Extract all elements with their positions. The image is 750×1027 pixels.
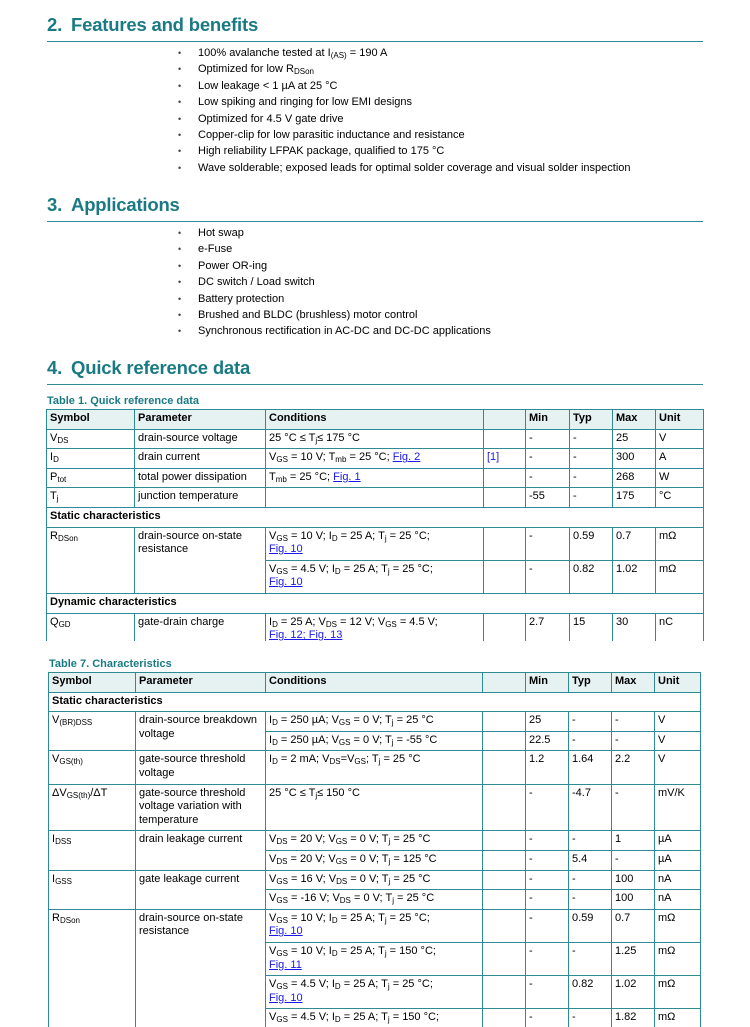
list-item: • Synchronous rectification in AC-DC and DC-DC applications: [176, 323, 491, 339]
note-cell[interactable]: [484, 449, 526, 469]
section-heading-quick-reference: [47, 357, 703, 385]
section-number: 2.: [47, 14, 63, 35]
list-item: • Copper-clip for low parasitic inductance and resistance: [176, 127, 631, 143]
table-group-row: [47, 593, 704, 613]
symbol-cell: $T_j$: [47, 488, 135, 508]
list-item: • Optimized for 4.5 V gate drive: [176, 111, 631, 127]
parameter-cell: gate-source threshold voltage: [136, 751, 266, 784]
table-group-row: [47, 507, 704, 527]
unit-cell: V: [656, 429, 704, 449]
note-cell: [483, 890, 526, 910]
min-cell: 1.2: [526, 751, 569, 784]
header-min: Min: [526, 410, 570, 430]
symbol-cell: $I_{DSS}$: [49, 831, 136, 870]
header-typ: Typ: [570, 410, 613, 430]
table-row: [47, 527, 704, 560]
typ-cell: 0.82: [570, 560, 613, 593]
max-cell: 0.7: [612, 909, 655, 942]
typ-cell: -: [569, 831, 612, 851]
unit-cell: W: [656, 468, 704, 488]
table-row: [49, 909, 701, 942]
unit-cell: V: [655, 712, 701, 732]
typ-cell: -: [570, 468, 613, 488]
list-item: • Wave solderable; exposed leads for optimal solder coverage and visual solder inspection: [176, 160, 631, 176]
figure-link[interactable]: Fig. 11: [269, 958, 302, 971]
max-cell: 2.2: [612, 751, 655, 784]
symbol-cell: $P_{tot}$: [47, 468, 135, 488]
parameter-cell: gate-source threshold voltage variation with temperature: [136, 784, 266, 831]
note-cell: [484, 527, 526, 560]
note-cell: [483, 850, 526, 870]
table-caption: Table 1. Quick reference data: [47, 395, 200, 407]
symbol-cell: $V_{GS(th)}$: [49, 751, 136, 784]
typ-cell: 0.59: [569, 909, 612, 942]
table-header-row: [47, 410, 704, 430]
table-row: [49, 712, 701, 732]
note-cell: [484, 560, 526, 593]
note-cell: [484, 488, 526, 508]
header-parameter: Parameter: [136, 673, 266, 693]
max-cell: 1: [612, 831, 655, 851]
features-list: [176, 45, 631, 176]
figure-link[interactable]: Fig. 1: [333, 470, 361, 483]
symbol-cell: $R_{DSon}$: [47, 527, 135, 593]
conditions-cell: $I_D = 2$ mA; $V_{DS}=V_{GS}$; $T_j = 25$ °C: [266, 751, 483, 784]
conditions-cell: $V_{GS} = 10$ V; $I_D = 25$ A; $T_j = 25$ °C; Fig. 10: [266, 909, 483, 942]
min-cell: -: [526, 890, 569, 910]
table1-viewport: [46, 409, 706, 641]
conditions-cell: $V_{GS} = 10$ V; $I_D = 25$ A; $T_j = 25$ °C; Fig. 10: [266, 527, 484, 560]
section-title-text: Features and benefits: [71, 14, 259, 35]
header-symbol: Symbol: [47, 410, 135, 430]
parameter-cell: drain leakage current: [136, 831, 266, 870]
note-cell: [483, 731, 526, 751]
quick-reference-table: [46, 409, 704, 641]
unit-cell: µA: [655, 850, 701, 870]
list-item: • e-Fuse: [176, 241, 491, 257]
table-caption: Table 7. Characteristics: [49, 658, 172, 670]
table-row: [47, 468, 704, 488]
unit-cell: mV/K: [655, 784, 701, 831]
header-parameter: Parameter: [135, 410, 266, 430]
table-row: [49, 751, 701, 784]
max-cell: 1.02: [612, 976, 655, 1009]
header-min: Min: [526, 673, 569, 693]
conditions-cell: $V_{GS} = 4.5$ V; $I_D = 25$ A; $T_j = 25$ °C; Fig. 10: [266, 976, 483, 1009]
max-cell: 25: [613, 429, 656, 449]
conditions-cell: $I_D = 250$ µA; $V_{GS} = 0$ V; $T_j = -55$ °C: [266, 731, 483, 751]
max-cell: -: [612, 850, 655, 870]
min-cell: -: [526, 942, 569, 975]
section-title-text: Applications: [71, 194, 180, 215]
table-row: [47, 488, 704, 508]
header-unit: Unit: [656, 410, 704, 430]
typ-cell: -: [569, 870, 612, 890]
list-item: • Low leakage < 1 µA at 25 °C: [176, 78, 631, 94]
conditions-cell: $V_{DS} = 20$ V; $V_{GS} = 0$ V; $T_j = 25$ °C: [266, 831, 483, 851]
table7-viewport: [48, 672, 708, 1027]
characteristics-table: [48, 672, 701, 1027]
header-max: Max: [612, 673, 655, 693]
min-cell: -: [526, 831, 569, 851]
max-cell: 268: [613, 468, 656, 488]
max-cell: 175: [613, 488, 656, 508]
note-cell: [483, 976, 526, 1009]
header-max: Max: [613, 410, 656, 430]
conditions-cell: [266, 488, 484, 508]
group-heading: Static characteristics: [49, 692, 701, 712]
typ-cell: 0.82: [569, 976, 612, 1009]
min-cell: -: [526, 560, 570, 593]
table-row: [47, 449, 704, 469]
unit-cell: A: [656, 449, 704, 469]
note-cell: [483, 870, 526, 890]
symbol-cell: $V_{DS}$: [47, 429, 135, 449]
figure-link[interactable]: Fig. 10: [269, 576, 303, 589]
typ-cell: 1.64: [569, 751, 612, 784]
parameter-cell: gate-drain charge: [135, 613, 266, 641]
min-cell: -: [526, 784, 569, 831]
typ-cell: -: [569, 942, 612, 975]
note-cell: [484, 468, 526, 488]
list-item: • Battery protection: [176, 291, 491, 307]
typ-cell: -: [570, 488, 613, 508]
header-note: [484, 410, 526, 430]
unit-cell: mΩ: [655, 909, 701, 942]
typ-cell: 0.59: [570, 527, 613, 560]
section-title-text: Quick reference data: [71, 357, 251, 378]
parameter-cell: drain-source breakdown voltage: [136, 712, 266, 751]
header-conditions: Conditions: [266, 673, 483, 693]
table-header-row: [49, 673, 701, 693]
typ-cell: -: [570, 429, 613, 449]
parameter-cell: drain current: [135, 449, 266, 469]
typ-cell: 5.4: [569, 850, 612, 870]
note-cell: [483, 751, 526, 784]
unit-cell: nC: [656, 613, 704, 641]
unit-cell: V: [655, 731, 701, 751]
parameter-cell: drain-source on-state resistance: [136, 909, 266, 1027]
note-cell: [483, 831, 526, 851]
unit-cell: mΩ: [655, 942, 701, 975]
unit-cell: mΩ: [656, 560, 704, 593]
header-note: [483, 673, 526, 693]
min-cell: -: [526, 909, 569, 942]
max-cell: 100: [612, 870, 655, 890]
min-cell: -: [526, 449, 570, 469]
list-item: • DC switch / Load switch: [176, 274, 491, 290]
table-row: [49, 784, 701, 831]
min-cell: -: [526, 870, 569, 890]
list-item: • Low spiking and ringing for low EMI designs: [176, 94, 631, 110]
figure-link[interactable]: Fig. 10: [269, 543, 303, 556]
conditions-cell: $T_{mb} = 25$ °C; Fig. 1: [266, 468, 484, 488]
max-cell: 1.25: [612, 942, 655, 975]
max-cell: 100: [612, 890, 655, 910]
parameter-cell: drain-source on-state resistance: [135, 527, 266, 593]
section-number: 4.: [47, 357, 63, 378]
header-unit: Unit: [655, 673, 701, 693]
section-heading-applications: [47, 194, 703, 222]
note-cell: [483, 712, 526, 732]
unit-cell: mΩ: [655, 976, 701, 1009]
figure-link[interactable]: Fig. 12; Fig. 13: [269, 629, 343, 641]
min-cell: 25: [526, 712, 569, 732]
unit-cell: V: [655, 751, 701, 784]
conditions-cell: $V_{DS} = 20$ V; $V_{GS} = 0$ V; $T_j = 125$ °C: [266, 850, 483, 870]
list-item: • 100% avalanche tested at $I_{(AS)} = 190$ A: [176, 45, 631, 61]
parameter-cell: junction temperature: [135, 488, 266, 508]
group-heading: Dynamic characteristics: [47, 593, 704, 613]
symbol-cell: $R_{DSon}$: [49, 909, 136, 1027]
table-row: [47, 429, 704, 449]
typ-cell: -: [569, 1009, 612, 1027]
group-heading: Static characteristics: [47, 507, 704, 527]
max-cell: -: [612, 731, 655, 751]
table-row: [47, 613, 704, 641]
min-cell: -: [526, 527, 570, 560]
header-typ: Typ: [569, 673, 612, 693]
note-cell: [484, 613, 526, 641]
unit-cell: mΩ: [655, 1009, 701, 1027]
note-cell: [483, 942, 526, 975]
max-cell: -: [612, 784, 655, 831]
conditions-cell: $V_{GS} = 10$ V; $T_{mb} = 25$ °C; Fig. 2: [266, 449, 484, 469]
min-cell: -55: [526, 488, 570, 508]
list-item: • Brushed and BLDC (brushless) motor control: [176, 307, 491, 323]
table-row: [49, 870, 701, 890]
typ-cell: -: [569, 712, 612, 732]
section-heading-features: [47, 14, 703, 42]
max-cell: 0.7: [613, 527, 656, 560]
list-item: • High reliability LFPAK package, qualified to 175 °C: [176, 143, 631, 159]
figure-link[interactable]: Fig. 10: [269, 925, 303, 938]
typ-cell: -: [569, 731, 612, 751]
conditions-cell: $V_{GS} = -16$ V; $V_{DS} = 0$ V; $T_j = 25$ °C: [266, 890, 483, 910]
footnote-ref-link[interactable]: [1]: [487, 451, 500, 464]
symbol-cell: $\Delta V_{GS(th)}/\Delta T$: [49, 784, 136, 831]
min-cell: -: [526, 429, 570, 449]
section-number: 3.: [47, 194, 63, 215]
conditions-cell: $V_{GS} = 4.5$ V; $I_D = 25$ A; $T_j = 150$ °C;: [266, 1009, 483, 1027]
max-cell: 300: [613, 449, 656, 469]
min-cell: 22.5: [526, 731, 569, 751]
symbol-cell: $V_{(BR)DSS}$: [49, 712, 136, 751]
figure-link[interactable]: Fig. 2: [392, 451, 421, 464]
symbol-cell: $I_{GSS}$: [49, 870, 136, 909]
typ-cell: -: [569, 890, 612, 910]
min-cell: -: [526, 850, 569, 870]
typ-cell: 15: [570, 613, 613, 641]
list-item: • Optimized for low $R_{DSon}$: [176, 61, 631, 77]
header-conditions: Conditions: [266, 410, 484, 430]
parameter-cell: total power dissipation: [135, 468, 266, 488]
unit-cell: nA: [655, 890, 701, 910]
parameter-cell: gate leakage current: [136, 870, 266, 909]
typ-cell: -: [570, 449, 613, 469]
note-cell: [484, 429, 526, 449]
max-cell: -: [612, 712, 655, 732]
list-item: • Power OR-ing: [176, 258, 491, 274]
unit-cell: °C: [656, 488, 704, 508]
figure-link[interactable]: Fig. 10: [269, 991, 303, 1004]
note-cell: [483, 1009, 526, 1027]
unit-cell: µA: [655, 831, 701, 851]
unit-cell: mΩ: [656, 527, 704, 560]
conditions-cell: 25 $^\circ C \le T_j\le 150$ °C: [266, 784, 483, 831]
applications-list: [176, 225, 491, 340]
symbol-cell: $I_D$: [47, 449, 135, 469]
min-cell: 2.7: [526, 613, 570, 641]
table-group-row: [49, 692, 701, 712]
min-cell: -: [526, 468, 570, 488]
max-cell: 1.02: [613, 560, 656, 593]
conditions-cell: $V_{GS} = 4.5$ V; $I_D = 25$ A; $T_j = 25$ °C; Fig. 10: [266, 560, 484, 593]
header-symbol: Symbol: [49, 673, 136, 693]
conditions-cell: 25 $^\circ C \le T_j\le 175$ °C: [266, 429, 484, 449]
parameter-cell: drain-source voltage: [135, 429, 266, 449]
min-cell: -: [526, 976, 569, 1009]
note-cell: [483, 784, 526, 831]
conditions-cell: $V_{GS} = 10$ V; $I_D = 25$ A; $T_j = 150$ °C; Fig. 11: [266, 942, 483, 975]
note-cell: [483, 909, 526, 942]
conditions-cell: $I_D = 250$ µA; $V_{GS} = 0$ V; $T_j = 25$ °C: [266, 712, 483, 732]
conditions-cell: $V_{GS} = 16$ V; $V_{DS} = 0$ V; $T_j = 25$ °C: [266, 870, 483, 890]
min-cell: -: [526, 1009, 569, 1027]
symbol-cell: $Q_{GD}$: [47, 613, 135, 641]
max-cell: 1.82: [612, 1009, 655, 1027]
max-cell: 30: [613, 613, 656, 641]
table-row: [49, 831, 701, 851]
unit-cell: nA: [655, 870, 701, 890]
conditions-cell: $I_D = 25$ A; $V_{DS} = 12$ V; $V_{GS} = 4.5$ V; Fig. 12; Fig. 13: [266, 613, 484, 641]
list-item: • Hot swap: [176, 225, 491, 241]
typ-cell: -4.7: [569, 784, 612, 831]
